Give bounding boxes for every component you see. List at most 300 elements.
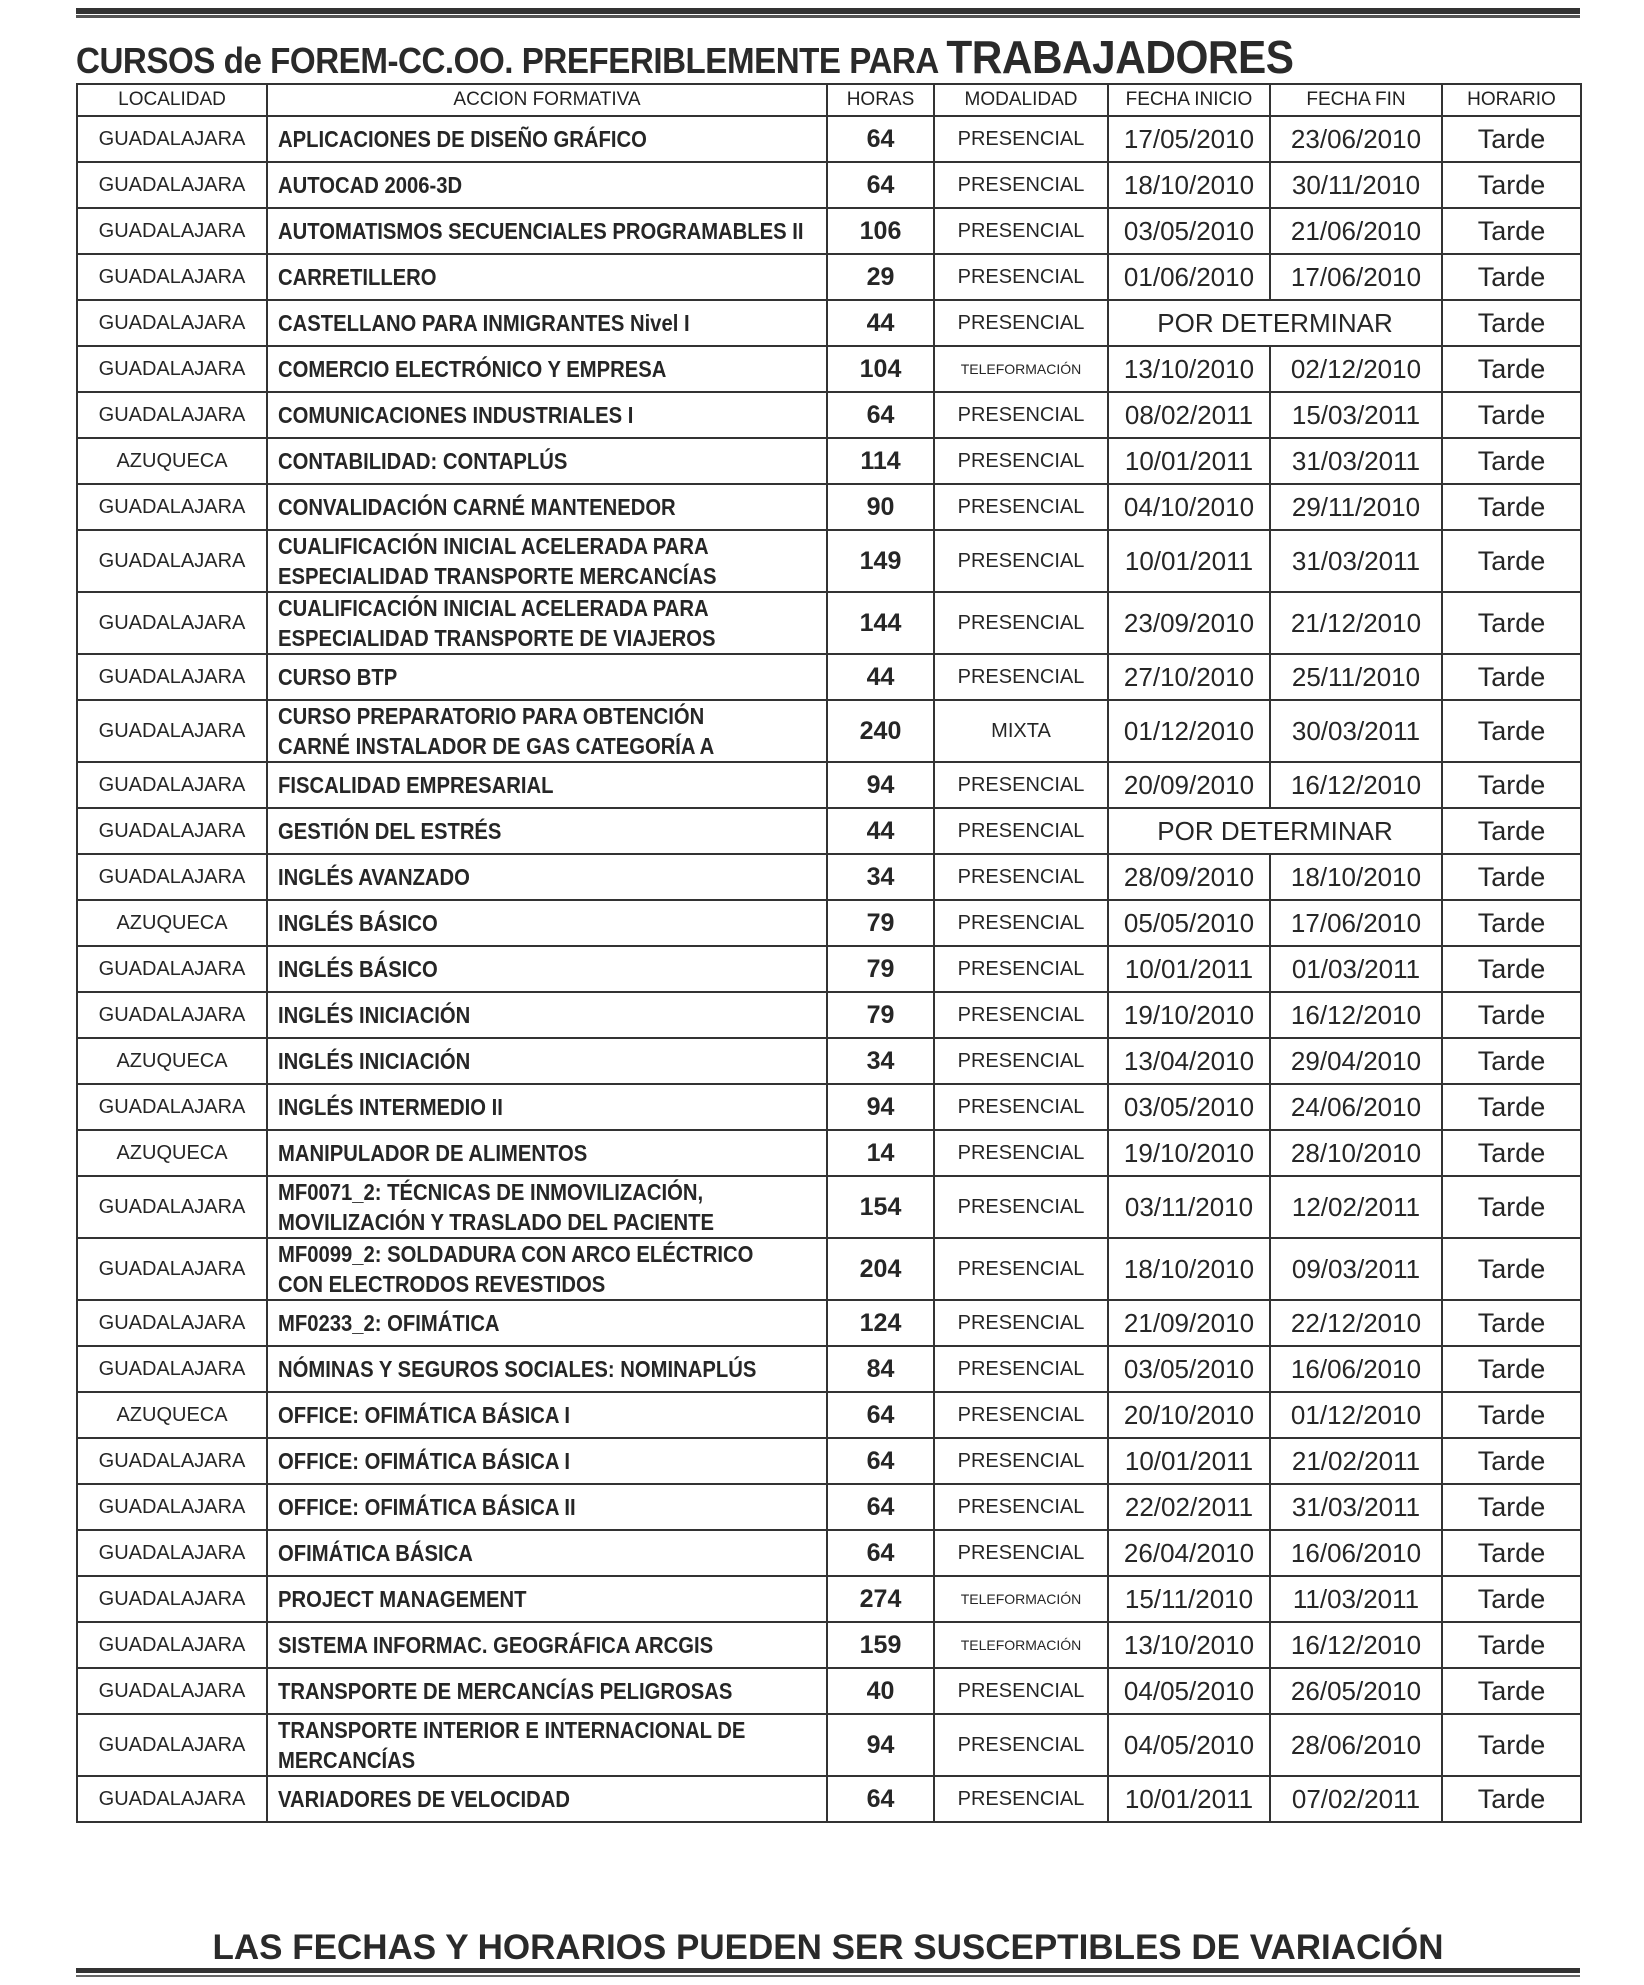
table-row — [77, 1622, 1581, 1668]
cell-accion-formativa — [267, 1346, 827, 1392]
page-title — [76, 30, 1460, 83]
accion-line: CUALIFICACIÓN INICIAL ACELERADA PARA — [278, 595, 709, 621]
table-row — [77, 762, 1581, 808]
cell-accion-formativa — [267, 1392, 827, 1438]
cell-horas: 94 — [827, 1084, 934, 1130]
accion-line: PROJECT MANAGEMENT — [278, 1586, 527, 1612]
table-row — [77, 1038, 1581, 1084]
cell-fecha-fin: 17/06/2010 — [1270, 254, 1442, 300]
cell-horario: Tarde — [1442, 1714, 1581, 1776]
cell-fechas-por-determinar: POR DETERMINAR — [1108, 808, 1442, 854]
cell-localidad: GUADALAJARA — [77, 1176, 267, 1238]
accion-line: TRANSPORTE DE MERCANCÍAS PELIGROSAS — [278, 1678, 733, 1704]
cell-horario: Tarde — [1442, 116, 1581, 162]
cell-fecha-fin: 18/10/2010 — [1270, 854, 1442, 900]
cell-fecha-inicio: 27/10/2010 — [1108, 654, 1270, 700]
column-header-accion-formativa: ACCION FORMATIVA — [267, 84, 827, 116]
cell-fecha-inicio: 03/11/2010 — [1108, 1176, 1270, 1238]
accion-line: MF0071_2: TÉCNICAS DE INMOVILIZACIÓN, — [278, 1179, 704, 1205]
cell-modalidad: PRESENCIAL — [934, 1346, 1108, 1392]
cell-fecha-inicio: 03/05/2010 — [1108, 208, 1270, 254]
cell-horas: 64 — [827, 116, 934, 162]
cell-accion-formativa — [267, 208, 827, 254]
cell-horario: Tarde — [1442, 854, 1581, 900]
accion-line: OFFICE: OFIMÁTICA BÁSICA II — [278, 1494, 576, 1520]
accion-line: COMUNICACIONES INDUSTRIALES I — [278, 402, 634, 428]
cell-localidad: GUADALAJARA — [77, 992, 267, 1038]
cell-fecha-fin: 16/12/2010 — [1270, 992, 1442, 1038]
cell-horario: Tarde — [1442, 992, 1581, 1038]
cell-horas: 84 — [827, 1346, 934, 1392]
cell-accion-formativa — [267, 1084, 827, 1130]
cell-horario: Tarde — [1442, 208, 1581, 254]
cell-horario: Tarde — [1442, 1484, 1581, 1530]
table-row — [77, 1576, 1581, 1622]
cell-localidad: GUADALAJARA — [77, 1530, 267, 1576]
cell-accion-formativa — [267, 116, 827, 162]
cell-horario: Tarde — [1442, 900, 1581, 946]
cell-modalidad: PRESENCIAL — [934, 300, 1108, 346]
cell-horas: 34 — [827, 1038, 934, 1084]
cell-fecha-inicio: 13/04/2010 — [1108, 1038, 1270, 1084]
cell-localidad: GUADALAJARA — [77, 592, 267, 654]
cell-fecha-fin: 31/03/2011 — [1270, 530, 1442, 592]
cell-horario: Tarde — [1442, 530, 1581, 592]
accion-line: MF0233_2: OFIMÁTICA — [278, 1310, 500, 1336]
cell-horario: Tarde — [1442, 392, 1581, 438]
accion-line: CARNÉ INSTALADOR DE GAS CATEGORÍA A — [278, 733, 715, 759]
cell-fecha-inicio: 05/05/2010 — [1108, 900, 1270, 946]
cell-localidad: GUADALAJARA — [77, 946, 267, 992]
cell-horas: 159 — [827, 1622, 934, 1668]
cell-localidad: GUADALAJARA — [77, 1238, 267, 1300]
cell-horas: 44 — [827, 300, 934, 346]
cell-modalidad: PRESENCIAL — [934, 1484, 1108, 1530]
cell-modalidad: PRESENCIAL — [934, 1392, 1108, 1438]
cell-localidad: AZUQUECA — [77, 438, 267, 484]
cell-modalidad: PRESENCIAL — [934, 1438, 1108, 1484]
cell-accion-formativa — [267, 854, 827, 900]
column-header-fecha-fin: FECHA FIN — [1270, 84, 1442, 116]
cell-fecha-inicio: 19/10/2010 — [1108, 992, 1270, 1038]
table-row — [77, 208, 1581, 254]
cell-fecha-inicio: 23/09/2010 — [1108, 592, 1270, 654]
cell-horario: Tarde — [1442, 1176, 1581, 1238]
cell-accion-formativa — [267, 1300, 827, 1346]
cell-fecha-inicio: 13/10/2010 — [1108, 1622, 1270, 1668]
cell-modalidad: PRESENCIAL — [934, 592, 1108, 654]
cell-modalidad: PRESENCIAL — [934, 1714, 1108, 1776]
cell-accion-formativa — [267, 484, 827, 530]
accion-line: MOVILIZACIÓN Y TRASLADO DEL PACIENTE — [278, 1209, 714, 1235]
cell-localidad: AZUQUECA — [77, 1130, 267, 1176]
cell-horario: Tarde — [1442, 592, 1581, 654]
cell-fecha-fin: 09/03/2011 — [1270, 1238, 1442, 1300]
accion-line: CUALIFICACIÓN INICIAL ACELERADA PARA — [278, 533, 709, 559]
cell-horas: 94 — [827, 1714, 934, 1776]
cell-horario: Tarde — [1442, 162, 1581, 208]
cell-horario: Tarde — [1442, 946, 1581, 992]
cell-fecha-fin: 16/06/2010 — [1270, 1346, 1442, 1392]
cell-horas: 79 — [827, 992, 934, 1038]
cell-localidad: GUADALAJARA — [77, 208, 267, 254]
cell-accion-formativa — [267, 530, 827, 592]
cell-fecha-fin: 02/12/2010 — [1270, 346, 1442, 392]
cell-modalidad: PRESENCIAL — [934, 254, 1108, 300]
cell-accion-formativa — [267, 592, 827, 654]
cell-fecha-fin: 16/12/2010 — [1270, 1622, 1442, 1668]
cell-fecha-inicio: 20/10/2010 — [1108, 1392, 1270, 1438]
table-header-row — [77, 84, 1581, 116]
cell-accion-formativa — [267, 1176, 827, 1238]
cell-modalidad: PRESENCIAL — [934, 1776, 1108, 1822]
page-title-prefix: CURSOS de FOREM-CC.OO. PREFERIBLEMENTE PARA — [76, 40, 947, 81]
cell-horario: Tarde — [1442, 346, 1581, 392]
accion-line: APLICACIONES DE DISEÑO GRÁFICO — [278, 126, 647, 152]
cell-horas: 79 — [827, 946, 934, 992]
cell-horas: 274 — [827, 1576, 934, 1622]
cell-horario: Tarde — [1442, 254, 1581, 300]
cell-fecha-fin: 12/02/2011 — [1270, 1176, 1442, 1238]
table-row — [77, 592, 1581, 654]
cell-fecha-fin: 01/12/2010 — [1270, 1392, 1442, 1438]
cell-horas: 144 — [827, 592, 934, 654]
table-row — [77, 946, 1581, 992]
cell-horario: Tarde — [1442, 1038, 1581, 1084]
cell-fecha-fin: 15/03/2011 — [1270, 392, 1442, 438]
cell-accion-formativa — [267, 438, 827, 484]
cell-horario: Tarde — [1442, 1530, 1581, 1576]
cell-fecha-inicio: 10/01/2011 — [1108, 1438, 1270, 1484]
accion-line: CON ELECTRODOS REVESTIDOS — [278, 1271, 606, 1297]
cell-localidad: GUADALAJARA — [77, 300, 267, 346]
cell-fecha-inicio: 18/10/2010 — [1108, 1238, 1270, 1300]
cell-accion-formativa — [267, 1668, 827, 1714]
cell-localidad: GUADALAJARA — [77, 1484, 267, 1530]
cell-accion-formativa — [267, 654, 827, 700]
cell-horas: 64 — [827, 1392, 934, 1438]
cell-fecha-inicio: 01/06/2010 — [1108, 254, 1270, 300]
cell-fecha-inicio: 03/05/2010 — [1108, 1084, 1270, 1130]
cell-localidad: GUADALAJARA — [77, 346, 267, 392]
cell-modalidad: PRESENCIAL — [934, 438, 1108, 484]
cell-modalidad: TELEFORMACIÓN — [934, 346, 1108, 392]
table-row — [77, 392, 1581, 438]
cell-accion-formativa — [267, 900, 827, 946]
table-row — [77, 1714, 1581, 1776]
cell-fecha-inicio: 15/11/2010 — [1108, 1576, 1270, 1622]
cell-fecha-fin: 25/11/2010 — [1270, 654, 1442, 700]
cell-modalidad: TELEFORMACIÓN — [934, 1622, 1108, 1668]
cell-modalidad: PRESENCIAL — [934, 1038, 1108, 1084]
accion-line: TRANSPORTE INTERIOR E INTERNACIONAL DE — [278, 1717, 746, 1743]
courses-table — [76, 83, 1582, 1823]
cell-horario: Tarde — [1442, 808, 1581, 854]
accion-line: AUTOMATISMOS SECUENCIALES PROGRAMABLES II — [278, 218, 804, 244]
cell-accion-formativa — [267, 946, 827, 992]
cell-modalidad: PRESENCIAL — [934, 484, 1108, 530]
cell-fecha-inicio: 21/09/2010 — [1108, 1300, 1270, 1346]
accion-line: FISCALIDAD EMPRESARIAL — [278, 772, 554, 798]
cell-modalidad: PRESENCIAL — [934, 808, 1108, 854]
cell-horario: Tarde — [1442, 1346, 1581, 1392]
accion-line: INGLÉS AVANZADO — [278, 864, 470, 890]
table-row — [77, 484, 1581, 530]
cell-horas: 64 — [827, 392, 934, 438]
table-row — [77, 1084, 1581, 1130]
cell-fecha-fin: 16/12/2010 — [1270, 762, 1442, 808]
cell-modalidad: PRESENCIAL — [934, 1130, 1108, 1176]
cell-fecha-inicio: 28/09/2010 — [1108, 854, 1270, 900]
cell-accion-formativa — [267, 1130, 827, 1176]
cell-horario: Tarde — [1442, 1622, 1581, 1668]
cell-horas: 124 — [827, 1300, 934, 1346]
accion-line: INGLÉS BÁSICO — [278, 910, 438, 936]
cell-fecha-fin: 22/12/2010 — [1270, 1300, 1442, 1346]
accion-line: INGLÉS INICIACIÓN — [278, 1002, 471, 1028]
cell-fecha-inicio: 03/05/2010 — [1108, 1346, 1270, 1392]
cell-accion-formativa — [267, 762, 827, 808]
accion-line: INGLÉS INTERMEDIO II — [278, 1094, 503, 1120]
cell-horas: 104 — [827, 346, 934, 392]
cell-modalidad: PRESENCIAL — [934, 1530, 1108, 1576]
cell-horas: 90 — [827, 484, 934, 530]
cell-horas: 44 — [827, 654, 934, 700]
cell-modalidad: PRESENCIAL — [934, 162, 1108, 208]
cell-fecha-inicio: 17/05/2010 — [1108, 116, 1270, 162]
cell-accion-formativa — [267, 1714, 827, 1776]
table-row — [77, 1776, 1581, 1822]
cell-accion-formativa — [267, 300, 827, 346]
cell-localidad: GUADALAJARA — [77, 1714, 267, 1776]
cell-modalidad: TELEFORMACIÓN — [934, 1576, 1108, 1622]
cell-horario: Tarde — [1442, 700, 1581, 762]
cell-modalidad: PRESENCIAL — [934, 392, 1108, 438]
cell-localidad: GUADALAJARA — [77, 392, 267, 438]
cell-fecha-inicio: 22/02/2011 — [1108, 1484, 1270, 1530]
cell-fecha-inicio: 10/01/2011 — [1108, 438, 1270, 484]
top-rule — [76, 8, 1580, 14]
cell-fecha-fin: 17/06/2010 — [1270, 900, 1442, 946]
cell-modalidad: PRESENCIAL — [934, 762, 1108, 808]
cell-horas: 40 — [827, 1668, 934, 1714]
cell-fecha-fin: 30/03/2011 — [1270, 700, 1442, 762]
cell-horario: Tarde — [1442, 762, 1581, 808]
cell-modalidad: PRESENCIAL — [934, 530, 1108, 592]
cell-localidad: AZUQUECA — [77, 1038, 267, 1084]
cell-localidad: GUADALAJARA — [77, 654, 267, 700]
cell-fecha-fin: 24/06/2010 — [1270, 1084, 1442, 1130]
cell-accion-formativa — [267, 808, 827, 854]
table-row — [77, 1300, 1581, 1346]
accion-line: VARIADORES DE VELOCIDAD — [278, 1786, 571, 1812]
table-row — [77, 992, 1581, 1038]
table-row — [77, 530, 1581, 592]
accion-line: NÓMINAS Y SEGUROS SOCIALES: NOMINAPLÚS — [278, 1356, 757, 1382]
cell-horario: Tarde — [1442, 654, 1581, 700]
cell-horario: Tarde — [1442, 1668, 1581, 1714]
cell-localidad: GUADALAJARA — [77, 254, 267, 300]
cell-horas: 44 — [827, 808, 934, 854]
cell-horario: Tarde — [1442, 484, 1581, 530]
cell-localidad: GUADALAJARA — [77, 1668, 267, 1714]
column-header-modalidad: MODALIDAD — [934, 84, 1108, 116]
table-row — [77, 438, 1581, 484]
cell-localidad: GUADALAJARA — [77, 854, 267, 900]
top-rule-thin — [76, 15, 1580, 18]
cell-horas: 64 — [827, 1484, 934, 1530]
cell-fecha-inicio: 26/04/2010 — [1108, 1530, 1270, 1576]
cell-fechas-por-determinar: POR DETERMINAR — [1108, 300, 1442, 346]
table-row — [77, 1484, 1581, 1530]
cell-horario: Tarde — [1442, 1130, 1581, 1176]
accion-line: ESPECIALIDAD TRANSPORTE MERCANCÍAS — [278, 563, 717, 589]
cell-accion-formativa — [267, 162, 827, 208]
cell-fecha-fin: 11/03/2011 — [1270, 1576, 1442, 1622]
cell-fecha-fin: 31/03/2011 — [1270, 438, 1442, 484]
cell-fecha-inicio: 13/10/2010 — [1108, 346, 1270, 392]
cell-fecha-fin: 31/03/2011 — [1270, 1484, 1442, 1530]
cell-fecha-inicio: 18/10/2010 — [1108, 162, 1270, 208]
cell-horario: Tarde — [1442, 1084, 1581, 1130]
cell-fecha-fin: 29/04/2010 — [1270, 1038, 1442, 1084]
cell-horario: Tarde — [1442, 1238, 1581, 1300]
accion-line: CARRETILLERO — [278, 264, 437, 290]
cell-fecha-inicio: 08/02/2011 — [1108, 392, 1270, 438]
cell-horas: 79 — [827, 900, 934, 946]
column-header-fecha-inicio: FECHA INICIO — [1108, 84, 1270, 116]
cell-localidad: GUADALAJARA — [77, 1576, 267, 1622]
cell-horario: Tarde — [1442, 300, 1581, 346]
cell-horas: 94 — [827, 762, 934, 808]
cell-modalidad: PRESENCIAL — [934, 1084, 1108, 1130]
accion-line: SISTEMA INFORMAC. GEOGRÁFICA ARCGIS — [278, 1632, 714, 1658]
cell-accion-formativa — [267, 1576, 827, 1622]
cell-localidad: GUADALAJARA — [77, 1438, 267, 1484]
cell-localidad: GUADALAJARA — [77, 1622, 267, 1668]
cell-horario: Tarde — [1442, 438, 1581, 484]
cell-accion-formativa — [267, 1438, 827, 1484]
cell-horas: 106 — [827, 208, 934, 254]
cell-localidad: GUADALAJARA — [77, 1346, 267, 1392]
cell-modalidad: PRESENCIAL — [934, 208, 1108, 254]
cell-localidad: GUADALAJARA — [77, 530, 267, 592]
cell-localidad: AZUQUECA — [77, 1392, 267, 1438]
accion-line: OFFICE: OFIMÁTICA BÁSICA I — [278, 1402, 570, 1428]
cell-horas: 114 — [827, 438, 934, 484]
cell-modalidad: PRESENCIAL — [934, 1238, 1108, 1300]
cell-horario: Tarde — [1442, 1392, 1581, 1438]
cell-fecha-fin: 28/10/2010 — [1270, 1130, 1442, 1176]
table-row — [77, 116, 1581, 162]
table-row — [77, 1346, 1581, 1392]
cell-fecha-inicio: 04/05/2010 — [1108, 1668, 1270, 1714]
cell-modalidad: MIXTA — [934, 700, 1108, 762]
cell-fecha-fin: 07/02/2011 — [1270, 1776, 1442, 1822]
cell-fecha-fin: 23/06/2010 — [1270, 116, 1442, 162]
accion-line: OFFICE: OFIMÁTICA BÁSICA I — [278, 1448, 570, 1474]
cell-localidad: AZUQUECA — [77, 900, 267, 946]
cell-localidad: GUADALAJARA — [77, 762, 267, 808]
cell-horario: Tarde — [1442, 1776, 1581, 1822]
table-row — [77, 654, 1581, 700]
accion-line: MANIPULADOR DE ALIMENTOS — [278, 1140, 588, 1166]
table-row — [77, 1176, 1581, 1238]
cell-modalidad: PRESENCIAL — [934, 854, 1108, 900]
bottom-rule-thin — [76, 1975, 1580, 1977]
accion-line: CONTABILIDAD: CONTAPLÚS — [278, 448, 568, 474]
table-row — [77, 346, 1581, 392]
cell-horas: 64 — [827, 1438, 934, 1484]
cell-modalidad: PRESENCIAL — [934, 116, 1108, 162]
accion-line: ESPECIALIDAD TRANSPORTE DE VIAJEROS — [278, 625, 716, 651]
cell-modalidad: PRESENCIAL — [934, 900, 1108, 946]
page-title-emphasis: TRABAJADORES — [946, 31, 1294, 83]
accion-line: CURSO PREPARATORIO PARA OBTENCIÓN — [278, 703, 705, 729]
table-row — [77, 1530, 1581, 1576]
accion-line: MF0099_2: SOLDADURA CON ARCO ELÉCTRICO — [278, 1241, 754, 1267]
table-row — [77, 854, 1581, 900]
column-header-horario: HORARIO — [1442, 84, 1581, 116]
cell-fecha-inicio: 01/12/2010 — [1108, 700, 1270, 762]
cell-horas: 64 — [827, 1530, 934, 1576]
table-row — [77, 900, 1581, 946]
cell-localidad: GUADALAJARA — [77, 1300, 267, 1346]
cell-localidad: GUADALAJARA — [77, 700, 267, 762]
column-header-horas: HORAS — [827, 84, 934, 116]
accion-line: MERCANCÍAS — [278, 1747, 416, 1773]
cell-localidad: GUADALAJARA — [77, 116, 267, 162]
cell-fecha-fin: 21/12/2010 — [1270, 592, 1442, 654]
cell-fecha-fin: 21/06/2010 — [1270, 208, 1442, 254]
cell-accion-formativa — [267, 1484, 827, 1530]
cell-horas: 34 — [827, 854, 934, 900]
accion-line: AUTOCAD 2006-3D — [278, 172, 463, 198]
bottom-rule — [76, 1968, 1580, 1973]
cell-horas: 149 — [827, 530, 934, 592]
accion-line: OFIMÁTICA BÁSICA — [278, 1540, 473, 1566]
cell-accion-formativa — [267, 1776, 827, 1822]
accion-line: INGLÉS INICIACIÓN — [278, 1048, 471, 1074]
cell-fecha-fin: 26/05/2010 — [1270, 1668, 1442, 1714]
cell-fecha-inicio: 20/09/2010 — [1108, 762, 1270, 808]
table-row — [77, 1130, 1581, 1176]
cell-accion-formativa — [267, 346, 827, 392]
accion-line: COMERCIO ELECTRÓNICO Y EMPRESA — [278, 356, 667, 382]
cell-localidad: GUADALAJARA — [77, 1084, 267, 1130]
cell-modalidad: PRESENCIAL — [934, 1300, 1108, 1346]
cell-modalidad: PRESENCIAL — [934, 946, 1108, 992]
cell-accion-formativa — [267, 700, 827, 762]
cell-localidad: GUADALAJARA — [77, 808, 267, 854]
cell-fecha-inicio: 04/10/2010 — [1108, 484, 1270, 530]
cell-accion-formativa — [267, 992, 827, 1038]
table-row — [77, 808, 1581, 854]
accion-line: CASTELLANO PARA INMIGRANTES Nivel I — [278, 310, 690, 336]
table-body — [77, 116, 1581, 1822]
accion-line: CURSO BTP — [278, 664, 398, 690]
accion-line: CONVALIDACIÓN CARNÉ MANTENEDOR — [278, 494, 676, 520]
cell-horas: 154 — [827, 1176, 934, 1238]
cell-fecha-fin: 29/11/2010 — [1270, 484, 1442, 530]
cell-fecha-fin: 30/11/2010 — [1270, 162, 1442, 208]
cell-accion-formativa — [267, 1038, 827, 1084]
cell-horas: 204 — [827, 1238, 934, 1300]
cell-horario: Tarde — [1442, 1576, 1581, 1622]
table-row — [77, 1668, 1581, 1714]
cell-horas: 14 — [827, 1130, 934, 1176]
table-row — [77, 162, 1581, 208]
